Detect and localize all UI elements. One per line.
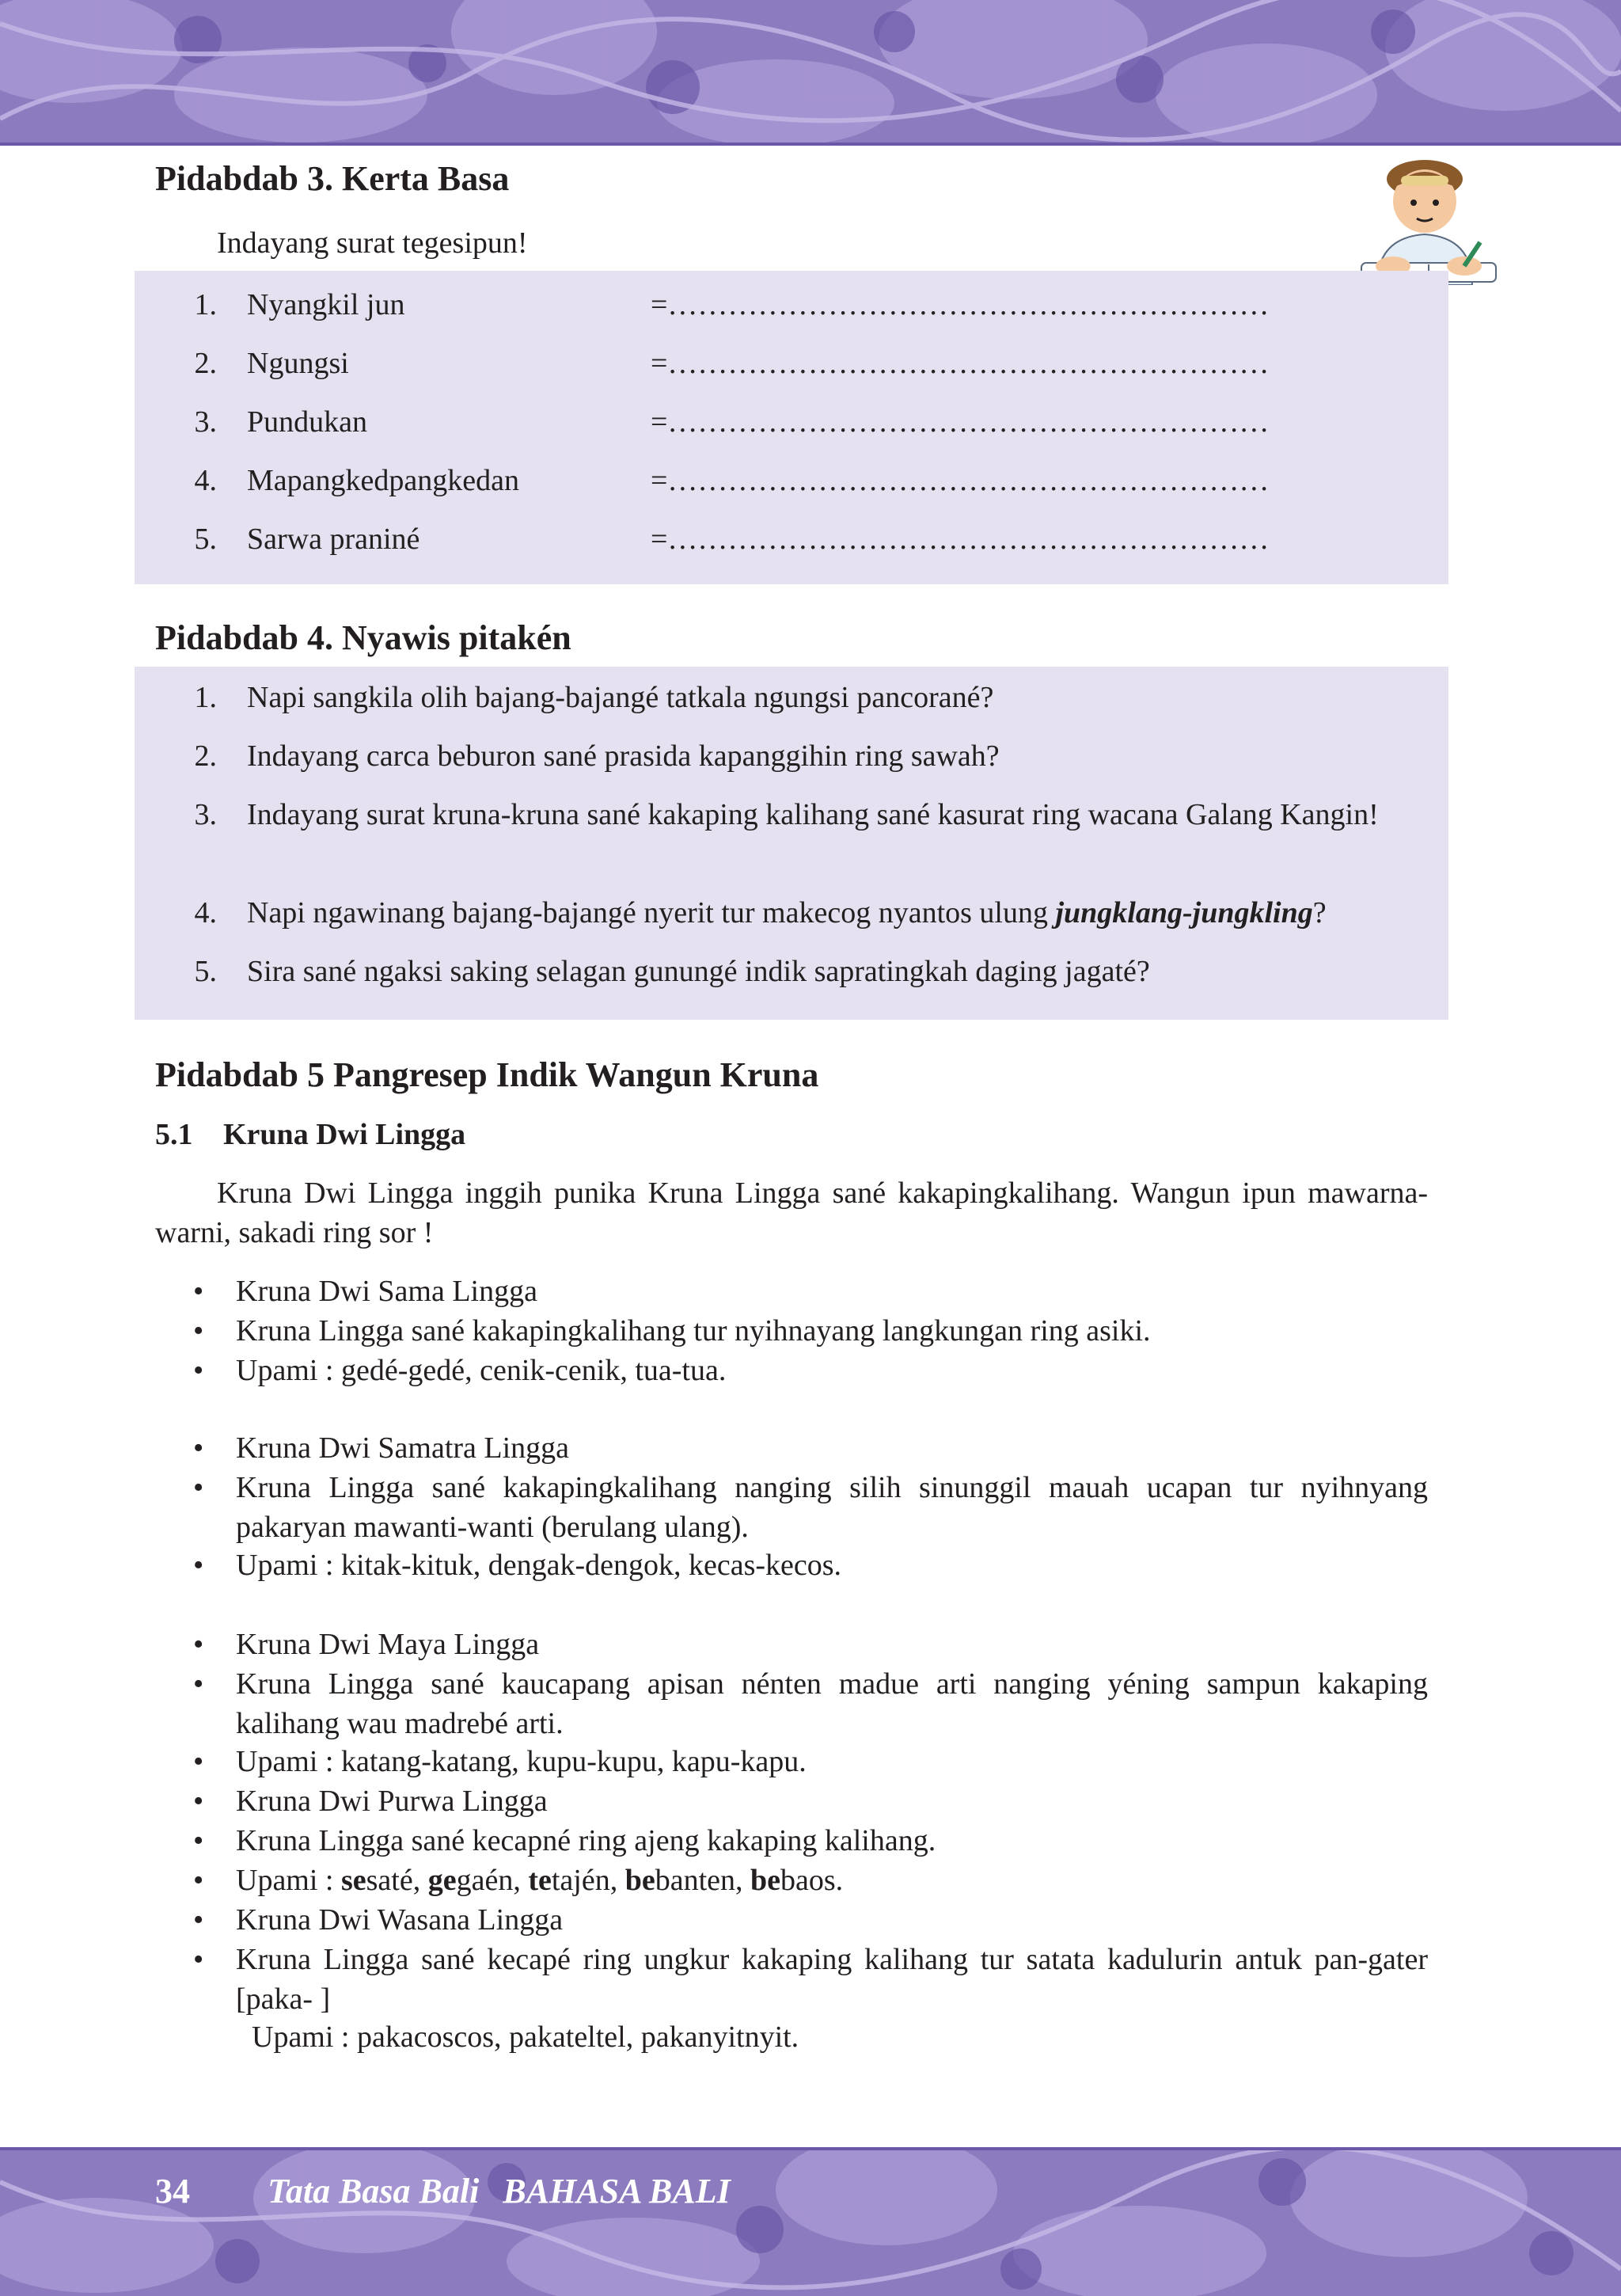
bullet-text: Kruna Lingga sané kaucapang apisan nénten madue arti nanging yéning sampun kakaping kalihang wau madrebé arti. bbox=[236, 1667, 1428, 1740]
book-title: Tata Basa Bali bbox=[268, 2172, 480, 2210]
bullet-text: Upami : gedé-gedé, cenik-cenik, tua-tua. bbox=[236, 1354, 727, 1387]
item-word: Nyangkil jun bbox=[247, 288, 405, 321]
bullet-text: Kruna Lingga sané kecapé ring ungkur kakaping kalihang tur satata kadulurin antuk pan-gater [paka- ] bbox=[236, 1943, 1428, 2016]
book-subject: BAHASA BALI bbox=[503, 2172, 731, 2210]
reduplicated-syllable: te bbox=[528, 1864, 552, 1897]
bullet: • bbox=[193, 1314, 204, 1348]
bullet: • bbox=[193, 1628, 204, 1661]
page-number: 34 bbox=[155, 2172, 190, 2210]
section-3-title: Pidabdab 3. Kerta Basa bbox=[155, 159, 510, 198]
bullet-text: Upami : kitak-kituk, dengak-dengok, kecas-kecos. bbox=[236, 1549, 842, 1582]
example-word-rest: baos. bbox=[780, 1864, 844, 1897]
item-word: Sarwa praniné bbox=[247, 523, 420, 556]
bullet: • bbox=[193, 1943, 204, 1976]
bullet: • bbox=[193, 1354, 204, 1387]
bullet-text: Kruna Dwi Maya Lingga bbox=[236, 1628, 540, 1661]
question-text-part: Napi ngawinang bajang-bajangé nyerit tur makecog nyantos ulung bbox=[247, 896, 1056, 929]
question-emphasis: jungklang-jungkling bbox=[1055, 896, 1313, 929]
question-number: 5. bbox=[194, 955, 217, 988]
bullet: • bbox=[193, 1864, 204, 1897]
bullet: • bbox=[193, 1824, 204, 1857]
item-word: Ngungsi bbox=[247, 347, 349, 380]
item-number: 5. bbox=[194, 523, 217, 556]
reduplicated-syllable: be bbox=[624, 1864, 655, 1897]
bullet-text: Kruna Lingga sané kecapné ring ajeng kakaping kalihang. bbox=[236, 1824, 936, 1857]
batik-pattern bbox=[0, 0, 1621, 143]
reduplicated-syllable: ge bbox=[427, 1864, 457, 1897]
question-number: 3. bbox=[194, 798, 217, 831]
answer-line[interactable]: =…………………………………………………… bbox=[651, 405, 1270, 439]
bottom-batik-band bbox=[0, 2147, 1621, 2296]
bullet-text: Kruna Dwi Sama Lingga bbox=[236, 1275, 537, 1308]
question-text: Sira sané ngaksi saking selagan gunungé indik sapratingkah daging jagaté? bbox=[247, 955, 1150, 988]
question-text-part: ? bbox=[1312, 896, 1327, 929]
item-number: 3. bbox=[194, 405, 217, 439]
wasana-example: Upami : pakacoscos, pakateltel, pakanyitnyit. bbox=[252, 2020, 799, 2054]
item-word: Pundukan bbox=[247, 405, 367, 439]
bullet: • bbox=[193, 1275, 204, 1308]
section-4-box bbox=[135, 667, 1448, 1020]
bullet: • bbox=[193, 1471, 204, 1504]
example-prefix: Upami : bbox=[236, 1864, 341, 1897]
answer-line[interactable]: =…………………………………………………… bbox=[651, 288, 1270, 321]
question-text: Indayang surat kruna-kruna sané kakaping kalihang sané kasurat ring wacana Galang Kangin! bbox=[247, 798, 1379, 831]
bullet: • bbox=[193, 1549, 204, 1582]
subsection-title: Kruna Dwi Lingga bbox=[223, 1118, 466, 1151]
bullet: • bbox=[193, 1667, 204, 1701]
item-word: Mapangkedpangkedan bbox=[247, 464, 519, 497]
bullet-text: Kruna Lingga sané kakapingkalihang tur nyihnayang langkungan ring asiki. bbox=[236, 1314, 1151, 1348]
intro-paragraph: Kruna Dwi Lingga inggih punika Kruna Lingga sané kakapingkalihang. Wangun ipun mawarna-warni, sakadi ring sor ! bbox=[155, 1177, 1428, 1249]
question-number: 4. bbox=[194, 896, 217, 929]
answer-line[interactable]: =…………………………………………………… bbox=[651, 523, 1270, 556]
example-word-rest: gaén, bbox=[456, 1864, 529, 1897]
section-5-title: Pidabdab 5 Pangresep Indik Wangun Kruna bbox=[155, 1055, 819, 1094]
section-4-title: Pidabdab 4. Nyawis pitakén bbox=[155, 618, 571, 657]
bullet: • bbox=[193, 1785, 204, 1818]
question-text: Indayang carca beburon sané prasida kapanggihin ring sawah? bbox=[247, 739, 1000, 773]
example-word-rest: banten, bbox=[655, 1864, 751, 1897]
section-3-box bbox=[135, 271, 1448, 584]
bullet-text: Kruna Dwi Purwa Lingga bbox=[236, 1785, 548, 1818]
answer-line[interactable]: =…………………………………………………… bbox=[651, 347, 1270, 380]
footer-title bbox=[268, 2171, 754, 2211]
section-3-instruction: Indayang surat tegesipun! bbox=[217, 226, 528, 260]
student-writing-illustration bbox=[1346, 155, 1509, 285]
item-number: 4. bbox=[194, 464, 217, 497]
item-number: 2. bbox=[194, 347, 217, 380]
example-word-rest: tajén, bbox=[551, 1864, 625, 1897]
bullet-text: Kruna Lingga sané kakapingkalihang nanging silih sinunggil mauah ucapan tur nyihnyang pakaryan mawanti-wanti (berulang ulang). bbox=[236, 1471, 1428, 1544]
answer-line[interactable]: =…………………………………………………… bbox=[651, 464, 1270, 497]
top-batik-band bbox=[0, 0, 1621, 146]
subsection-number: 5.1 bbox=[155, 1118, 193, 1151]
bullet: • bbox=[193, 1431, 204, 1465]
bullet: • bbox=[193, 1745, 204, 1778]
bullet-text-example bbox=[236, 1861, 1428, 1900]
question-number: 1. bbox=[194, 681, 217, 714]
example-word-rest: saté, bbox=[366, 1864, 428, 1897]
bullet-text: Kruna Dwi Wasana Lingga bbox=[236, 1903, 564, 1937]
batik-pattern bbox=[0, 2150, 1621, 2296]
item-number: 1. bbox=[194, 288, 217, 321]
question-text bbox=[247, 893, 1434, 933]
reduplicated-syllable: be bbox=[750, 1864, 781, 1897]
question-text: Napi sangkila olih bajang-bajangé tatkala ngungsi pancorané? bbox=[247, 681, 994, 714]
bullet-text: Kruna Dwi Samatra Lingga bbox=[236, 1431, 570, 1465]
bullet-text: Upami : katang-katang, kupu-kupu, kapu-kapu. bbox=[236, 1745, 807, 1778]
bullet: • bbox=[193, 1903, 204, 1937]
reduplicated-syllable: se bbox=[340, 1864, 366, 1897]
question-number: 2. bbox=[194, 739, 217, 773]
